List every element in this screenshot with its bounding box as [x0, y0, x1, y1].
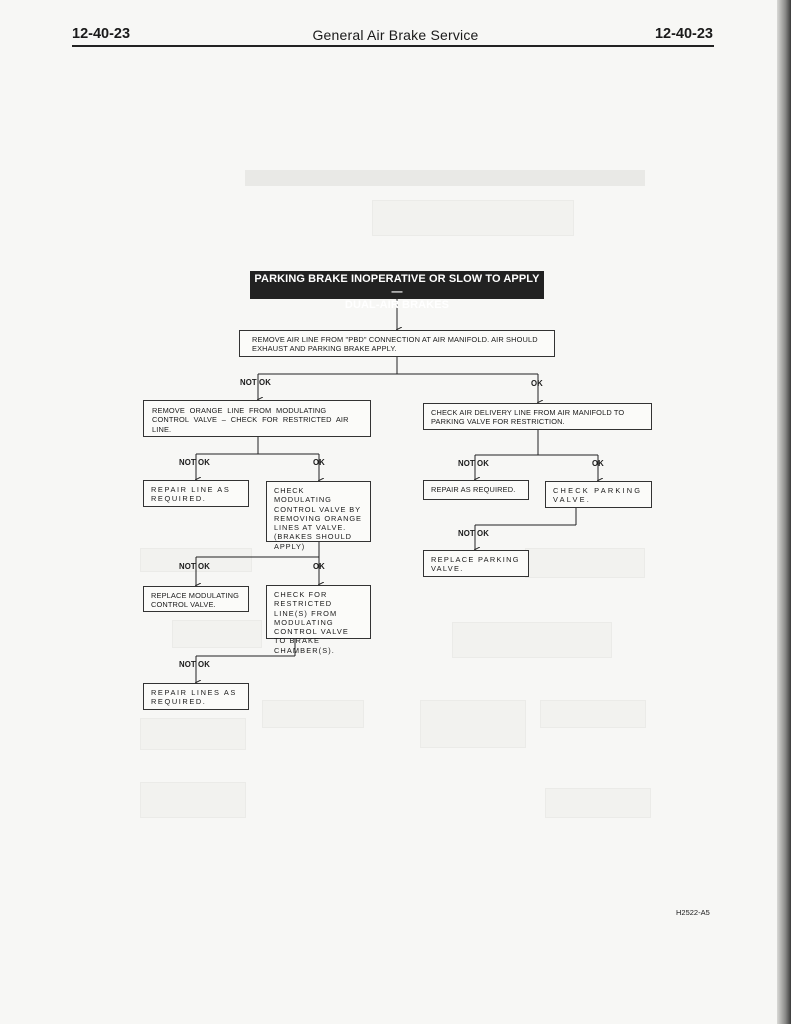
step-check-parking-valve: CHECK PARKING VALVE. — [545, 481, 652, 508]
step-repair-as-required: REPAIR AS REQUIRED. — [423, 480, 529, 500]
label-not-ok: NOT OK — [458, 459, 489, 468]
label-ok: OK — [313, 458, 325, 467]
label-not-ok: NOT OK — [179, 458, 210, 467]
step-remove-orange-line: REMOVE ORANGE LINE FROM MODULATING CONTROL VALVE – CHECK FOR RESTRICTED AIR LINE. — [143, 400, 371, 437]
figure-id: H2522-A5 — [676, 908, 710, 917]
step-replace-parking-valve: REPLACE PARKING VALVE. — [423, 550, 529, 577]
step-repair-lines: REPAIR LINES AS REQUIRED. — [143, 683, 249, 710]
page-number-left: 12-40-23 — [72, 26, 131, 42]
flowchart-title-line-2: DUAL-AIR BRAKES — [344, 299, 450, 311]
step-remove-pbd-line: REMOVE AIR LINE FROM "PBD" CONNECTION AT AIR MANIFOLD. AIR SHOULD EXHAUST AND PARKING BRAKE APPLY. — [239, 330, 555, 357]
step-check-air-delivery-line: CHECK AIR DELIVERY LINE FROM AIR MANIFOLD TO PARKING VALVE FOR RESTRICTION. — [423, 403, 652, 430]
page-number-right: 12-40-23 — [654, 26, 713, 42]
label-not-ok: NOT OK — [458, 529, 489, 538]
step-check-restricted-lines: CHECK FOR RESTRICTED LINE(S) FROM MODULATING CONTROL VALVE TO BRAKE CHAMBER(S). — [266, 585, 371, 639]
step-check-modulating-valve: CHECK MODULATING CONTROL VALVE BY REMOVING ORANGE LINES AT VALVE. (BRAKES SHOULD APPLY) — [266, 481, 371, 542]
label-ok: OK — [592, 459, 604, 468]
step-repair-line: REPAIR LINE AS REQUIRED. — [143, 480, 249, 507]
page-title: General Air Brake Service — [312, 27, 479, 43]
step-replace-modulating-valve: REPLACE MODULATING CONTROL VALVE. — [143, 586, 249, 612]
flowchart-title — [250, 271, 544, 311]
label-not-ok: NOT OK — [240, 378, 271, 387]
label-not-ok: NOT OK — [179, 660, 210, 669]
label-ok: OK — [531, 379, 543, 388]
label-not-ok: NOT OK — [179, 562, 210, 571]
flowchart-title-line-1: PARKING BRAKE INOPERATIVE OR SLOW TO APPLY— — [254, 273, 540, 298]
label-ok: OK — [313, 562, 325, 571]
